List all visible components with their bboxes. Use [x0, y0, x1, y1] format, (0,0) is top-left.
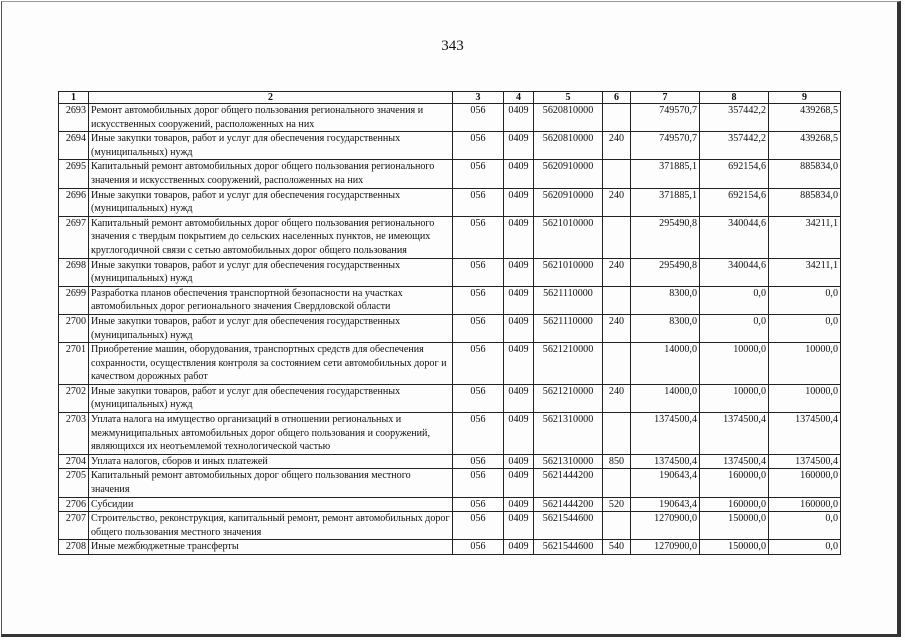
row-description: Уплата налогов, сборов и иных платежей	[89, 454, 453, 469]
row-ministry-code: 056	[453, 188, 504, 216]
row-description: Ремонт автомобильных дорог общего пользования регионального значения и искусственных сооружений, расположенных на них	[89, 104, 453, 132]
table-row	[59, 540, 841, 555]
row-number: 2693	[59, 104, 89, 132]
row-amount-col9: 439268,5	[769, 132, 841, 160]
row-number: 2697	[59, 216, 89, 258]
row-target-code: 5621544600	[534, 540, 603, 555]
row-expense-type	[603, 343, 631, 385]
row-amount-col9: 885834,0	[769, 188, 841, 216]
row-amount-col8: 150000,0	[700, 512, 769, 540]
table-row	[59, 216, 841, 258]
table-row	[59, 132, 841, 160]
row-amount-col8: 0,0	[700, 314, 769, 342]
row-target-code: 5621544600	[534, 512, 603, 540]
row-description: Иные закупки товаров, работ и услуг для обеспечения государственных (муниципальных) нужд	[89, 384, 453, 412]
table-row	[59, 454, 841, 469]
row-amount-col9: 0,0	[769, 540, 841, 555]
row-number: 2698	[59, 258, 89, 286]
row-expense-type: 240	[603, 188, 631, 216]
row-target-code: 5621110000	[534, 314, 603, 342]
header-cell: 6	[603, 92, 631, 104]
row-expense-type	[603, 286, 631, 314]
row-number: 2706	[59, 497, 89, 512]
row-expense-type	[603, 216, 631, 258]
row-section-code: 0409	[504, 454, 534, 469]
row-target-code: 5620810000	[534, 132, 603, 160]
row-amount-col9: 160000,0	[769, 497, 841, 512]
row-amount-col9: 885834,0	[769, 160, 841, 188]
row-ministry-code: 056	[453, 343, 504, 385]
row-target-code: 5621210000	[534, 384, 603, 412]
row-expense-type: 240	[603, 314, 631, 342]
row-number: 2705	[59, 469, 89, 497]
page-number: 343	[441, 38, 464, 54]
row-expense-type	[603, 160, 631, 188]
row-amount-col7: 295490,8	[631, 216, 700, 258]
row-amount-col8: 160000,0	[700, 497, 769, 512]
row-amount-col7: 8300,0	[631, 286, 700, 314]
row-amount-col7: 295490,8	[631, 258, 700, 286]
row-number: 2702	[59, 384, 89, 412]
row-target-code: 5621110000	[534, 286, 603, 314]
row-amount-col7: 14000,0	[631, 343, 700, 385]
row-ministry-code: 056	[453, 286, 504, 314]
row-section-code: 0409	[504, 540, 534, 555]
row-expense-type: 240	[603, 132, 631, 160]
row-description: Приобретение машин, оборудования, транспортных средств для обеспечения сохранности, осуществления контроля за состоянием сети автомобильных дорог и качеством дорожных работ	[89, 343, 453, 385]
row-number: 2708	[59, 540, 89, 555]
row-amount-col8: 692154,6	[700, 160, 769, 188]
row-ministry-code: 056	[453, 540, 504, 555]
row-number: 2700	[59, 314, 89, 342]
row-amount-col9: 34211,1	[769, 258, 841, 286]
table-row	[59, 413, 841, 455]
row-description: Капитальный ремонт автомобильных дорог общего пользования регионального значения с твердым покрытием до сельских населенных пунктов, не имеющих круглогодичной связи с сетью автомобильных дорог общего пользования	[89, 216, 453, 258]
row-amount-col8: 357442,2	[700, 132, 769, 160]
row-amount-col8: 10000,0	[700, 343, 769, 385]
row-amount-col7: 371885,1	[631, 188, 700, 216]
row-amount-col8: 150000,0	[700, 540, 769, 555]
header-cell: 1	[59, 92, 89, 104]
row-ministry-code: 056	[453, 512, 504, 540]
row-amount-col7: 749570,7	[631, 104, 700, 132]
row-ministry-code: 056	[453, 469, 504, 497]
row-amount-col7: 190643,4	[631, 469, 700, 497]
row-expense-type: 520	[603, 497, 631, 512]
row-description: Иные закупки товаров, работ и услуг для обеспечения государственных (муниципальных) нужд	[89, 188, 453, 216]
row-amount-col8: 160000,0	[700, 469, 769, 497]
row-number: 2694	[59, 132, 89, 160]
row-target-code: 5621210000	[534, 343, 603, 385]
row-amount-col8: 340044,6	[700, 258, 769, 286]
row-expense-type	[603, 104, 631, 132]
row-section-code: 0409	[504, 286, 534, 314]
row-description: Иные межбюджетные трансферты	[89, 540, 453, 555]
table-row	[59, 314, 841, 342]
row-ministry-code: 056	[453, 258, 504, 286]
budget-table	[58, 91, 841, 555]
row-target-code: 5621444200	[534, 469, 603, 497]
row-description: Уплата налога на имущество организаций в отношении региональных и межмуниципальных автомобильных дорог общего пользования и сооружений, являющихся их неотъемлемой технологической частью	[89, 413, 453, 455]
row-expense-type	[603, 512, 631, 540]
row-amount-col7: 14000,0	[631, 384, 700, 412]
table-row	[59, 286, 841, 314]
row-amount-col7: 8300,0	[631, 314, 700, 342]
row-number: 2703	[59, 413, 89, 455]
row-section-code: 0409	[504, 160, 534, 188]
row-amount-col9: 10000,0	[769, 343, 841, 385]
row-target-code: 5621310000	[534, 413, 603, 455]
row-amount-col8: 1374500,4	[700, 413, 769, 455]
row-number: 2695	[59, 160, 89, 188]
header-cell: 5	[534, 92, 603, 104]
row-target-code: 5621010000	[534, 216, 603, 258]
row-expense-type	[603, 469, 631, 497]
row-section-code: 0409	[504, 512, 534, 540]
row-section-code: 0409	[504, 497, 534, 512]
row-amount-col8: 1374500,4	[700, 454, 769, 469]
row-section-code: 0409	[504, 258, 534, 286]
row-section-code: 0409	[504, 413, 534, 455]
row-description: Строительство, реконструкция, капитальный ремонт, ремонт автомобильных дорог общего пользования местного значения	[89, 512, 453, 540]
row-ministry-code: 056	[453, 216, 504, 258]
row-section-code: 0409	[504, 188, 534, 216]
row-section-code: 0409	[504, 104, 534, 132]
row-amount-col8: 0,0	[700, 286, 769, 314]
row-number: 2701	[59, 343, 89, 385]
header-cell: 3	[453, 92, 504, 104]
row-description: Капитальный ремонт автомобильных дорог общего пользования регионального значения и искусственных сооружений, расположенных на них	[89, 160, 453, 188]
row-section-code: 0409	[504, 216, 534, 258]
row-expense-type: 240	[603, 258, 631, 286]
table-row	[59, 343, 841, 385]
table-row	[59, 160, 841, 188]
table-row	[59, 469, 841, 497]
row-amount-col7: 190643,4	[631, 497, 700, 512]
row-ministry-code: 056	[453, 314, 504, 342]
table-row	[59, 104, 841, 132]
row-section-code: 0409	[504, 314, 534, 342]
row-ministry-code: 056	[453, 104, 504, 132]
row-description: Разработка планов обеспечения транспортной безопасности на участках автомобильных дорог регионального значения Свердловской области	[89, 286, 453, 314]
header-row	[59, 92, 841, 104]
row-amount-col9: 34211,1	[769, 216, 841, 258]
header-cell: 2	[89, 92, 453, 104]
row-amount-col9: 0,0	[769, 314, 841, 342]
row-description: Капитальный ремонт автомобильных дорог общего пользования местного значения	[89, 469, 453, 497]
row-amount-col8: 692154,6	[700, 188, 769, 216]
row-section-code: 0409	[504, 132, 534, 160]
row-number: 2707	[59, 512, 89, 540]
row-amount-col9: 10000,0	[769, 384, 841, 412]
table-row	[59, 188, 841, 216]
row-amount-col7: 371885,1	[631, 160, 700, 188]
header-cell: 8	[700, 92, 769, 104]
row-target-code: 5621310000	[534, 454, 603, 469]
row-description: Субсидии	[89, 497, 453, 512]
row-amount-col7: 1270900,0	[631, 512, 700, 540]
row-amount-col9: 1374500,4	[769, 454, 841, 469]
row-ministry-code: 056	[453, 384, 504, 412]
row-description: Иные закупки товаров, работ и услуг для обеспечения государственных (муниципальных) нужд	[89, 258, 453, 286]
row-description: Иные закупки товаров, работ и услуг для обеспечения государственных (муниципальных) нужд	[89, 314, 453, 342]
row-ministry-code: 056	[453, 132, 504, 160]
row-expense-type	[603, 413, 631, 455]
row-section-code: 0409	[504, 343, 534, 385]
row-expense-type: 850	[603, 454, 631, 469]
table-row	[59, 384, 841, 412]
row-expense-type: 240	[603, 384, 631, 412]
row-description: Иные закупки товаров, работ и услуг для обеспечения государственных (муниципальных) нужд	[89, 132, 453, 160]
header-cell: 9	[769, 92, 841, 104]
row-amount-col8: 10000,0	[700, 384, 769, 412]
row-amount-col7: 1374500,4	[631, 413, 700, 455]
row-ministry-code: 056	[453, 160, 504, 188]
row-amount-col7: 1270900,0	[631, 540, 700, 555]
table-row	[59, 497, 841, 512]
row-number: 2699	[59, 286, 89, 314]
row-expense-type: 540	[603, 540, 631, 555]
table-row	[59, 258, 841, 286]
header-cell: 7	[631, 92, 700, 104]
row-amount-col9: 0,0	[769, 286, 841, 314]
row-amount-col9: 160000,0	[769, 469, 841, 497]
row-number: 2696	[59, 188, 89, 216]
row-section-code: 0409	[504, 469, 534, 497]
row-ministry-code: 056	[453, 454, 504, 469]
row-ministry-code: 056	[453, 497, 504, 512]
row-number: 2704	[59, 454, 89, 469]
row-amount-col8: 357442,2	[700, 104, 769, 132]
row-target-code: 5621444200	[534, 497, 603, 512]
row-amount-col9: 439268,5	[769, 104, 841, 132]
table-row	[59, 512, 841, 540]
row-section-code: 0409	[504, 384, 534, 412]
row-amount-col8: 340044,6	[700, 216, 769, 258]
header-cell: 4	[504, 92, 534, 104]
row-amount-col9: 0,0	[769, 512, 841, 540]
row-target-code: 5621010000	[534, 258, 603, 286]
row-target-code: 5620910000	[534, 160, 603, 188]
row-target-code: 5620910000	[534, 188, 603, 216]
row-amount-col7: 749570,7	[631, 132, 700, 160]
row-amount-col7: 1374500,4	[631, 454, 700, 469]
row-target-code: 5620810000	[534, 104, 603, 132]
row-amount-col9: 1374500,4	[769, 413, 841, 455]
row-ministry-code: 056	[453, 413, 504, 455]
